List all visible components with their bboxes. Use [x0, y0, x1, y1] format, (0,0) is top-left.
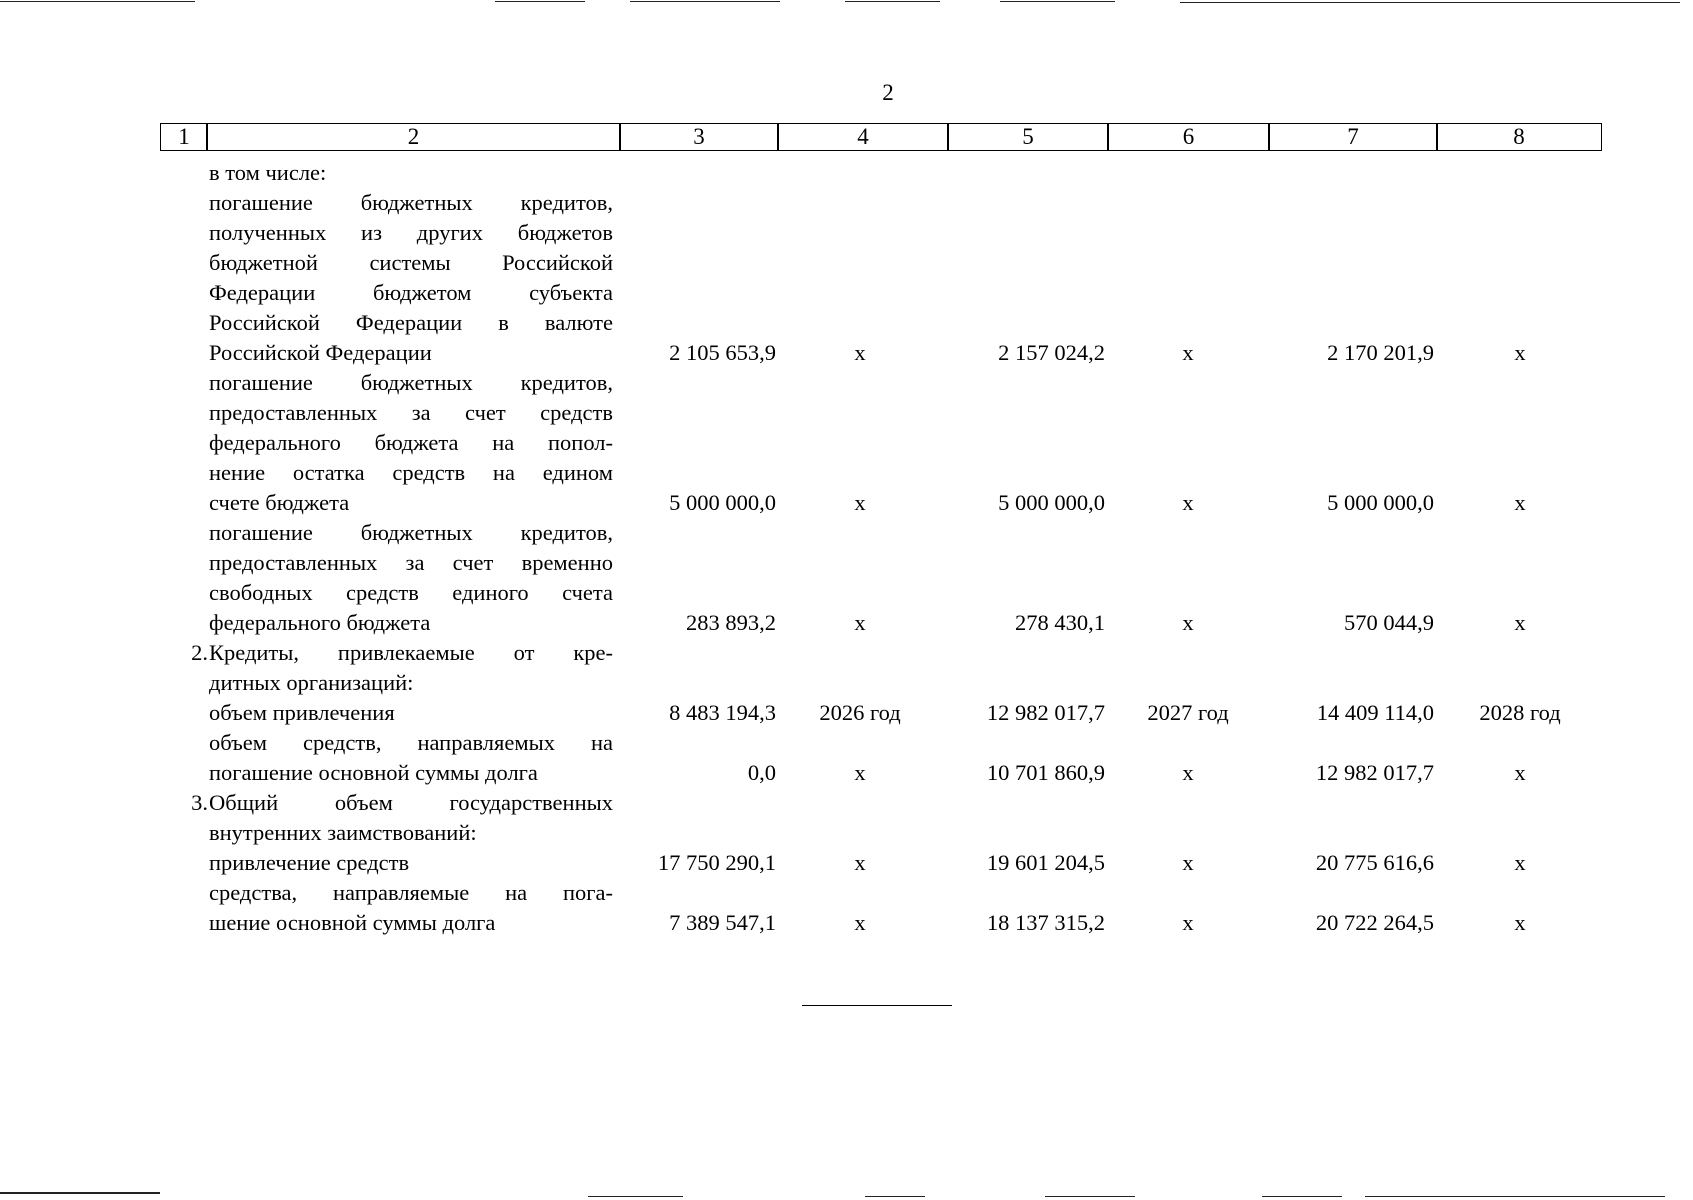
cell-col-4: х [854, 760, 866, 785]
description-line: погашение бюджетных кредитов, [209, 370, 613, 395]
row-description [209, 188, 613, 368]
description-line: шение основной суммы долга [209, 910, 496, 935]
description-line: погашение бюджетных кредитов, [209, 520, 613, 545]
cell-col-6: х [1182, 340, 1194, 365]
cell-col-5: 278 430,1 [1015, 610, 1105, 635]
description-line: объем привлечения [209, 700, 395, 725]
cell-col-8: х [1514, 340, 1526, 365]
description-line: Кредиты, привлекаемые от кре- [209, 640, 613, 665]
cell-col-6: 2027 год [1147, 700, 1229, 725]
cell-col-5: 10 701 860,9 [986, 760, 1105, 785]
cell-col-3: 2 105 653,9 [669, 340, 776, 365]
page-number: 2 [882, 80, 894, 105]
cell-col-8: 2028 год [1479, 700, 1561, 725]
header-cell: 5 [947, 123, 1109, 151]
cell-col-6: х [1182, 910, 1194, 935]
scan-artifact [630, 1, 780, 2]
cell-col-7: 20 775 616,6 [1315, 850, 1434, 875]
description-line: объем средств, направляемых на [209, 730, 613, 755]
row-description [209, 878, 613, 938]
header-cell: 1 [160, 123, 208, 151]
row-description [209, 698, 613, 728]
cell-col-5: 18 137 315,2 [986, 910, 1105, 935]
scan-artifact [1045, 1196, 1135, 1197]
row-description [209, 788, 613, 848]
cell-col-5: 2 157 024,2 [998, 340, 1105, 365]
row-description [209, 158, 613, 188]
description-line: нение остатка средств на едином [209, 460, 613, 485]
cell-col-6: х [1182, 490, 1194, 515]
cell-col-8: х [1514, 490, 1526, 515]
description-line: федерального бюджета на попол- [209, 430, 613, 455]
scan-artifact [1365, 1196, 1665, 1197]
scan-artifact [588, 1196, 683, 1197]
description-line: внутренних заимствований: [209, 820, 477, 845]
description-line: Федерации бюджетом субъекта [209, 280, 613, 305]
row-description [209, 728, 613, 788]
row-number: 3. [191, 790, 208, 815]
description-line: привлечение средств [209, 850, 410, 875]
row-description [209, 638, 613, 698]
description-line: Российской Федерации в валюте [209, 310, 613, 335]
scan-artifact [0, 1192, 160, 1194]
cell-col-6: х [1182, 610, 1194, 635]
scan-artifact [845, 1, 940, 2]
cell-col-7: 5 000 000,0 [1327, 490, 1434, 515]
cell-col-4: х [854, 340, 866, 365]
description-line: федерального бюджета [209, 610, 431, 635]
cell-col-3: 7 389 547,1 [669, 910, 776, 935]
row-description [209, 848, 613, 878]
row-number: 2. [191, 640, 208, 665]
description-line: дитных организаций: [209, 670, 414, 695]
cell-col-7: 2 170 201,9 [1327, 340, 1434, 365]
cell-col-5: 12 982 017,7 [986, 700, 1105, 725]
cell-col-3: 5 000 000,0 [669, 490, 776, 515]
header-cell: 8 [1436, 123, 1602, 151]
cell-col-3: 8 483 194,3 [669, 700, 776, 725]
scan-artifact [1000, 1, 1115, 2]
cell-col-3: 283 893,2 [686, 610, 776, 635]
description-line: погашение основной суммы долга [209, 760, 538, 785]
header-cell: 7 [1268, 123, 1438, 151]
cell-col-6: х [1182, 760, 1194, 785]
scan-artifact [1180, 2, 1680, 3]
cell-col-5: 19 601 204,5 [986, 850, 1105, 875]
cell-col-7: 12 982 017,7 [1315, 760, 1434, 785]
description-line: средства, направляемые на пога- [209, 880, 613, 905]
cell-col-8: х [1514, 610, 1526, 635]
header-cell: 2 [206, 123, 621, 151]
cell-col-4: х [854, 850, 866, 875]
cell-col-8: х [1514, 760, 1526, 785]
description-line: в том числе: [209, 160, 327, 185]
cell-col-4: 2026 год [819, 700, 901, 725]
cell-col-8: х [1514, 910, 1526, 935]
cell-col-4: х [854, 610, 866, 635]
cell-col-7: 570 044,9 [1344, 610, 1434, 635]
end-divider [802, 1005, 952, 1006]
description-line: предоставленных за счет средств [209, 400, 613, 425]
header-cell: 4 [777, 123, 949, 151]
description-line: полученных из других бюджетов [209, 220, 613, 245]
description-line: счете бюджета [209, 490, 350, 515]
description-line: Общий объем государственных [209, 790, 613, 815]
scan-artifact [1262, 1196, 1342, 1197]
cell-col-5: 5 000 000,0 [998, 490, 1105, 515]
scan-artifact [865, 1196, 925, 1197]
cell-col-7: 14 409 114,0 [1316, 700, 1434, 725]
header-cell: 6 [1107, 123, 1270, 151]
cell-col-4: х [854, 910, 866, 935]
description-line: свободных средств единого счета [209, 580, 613, 605]
cell-col-8: х [1514, 850, 1526, 875]
description-line: предоставленных за счет временно [209, 550, 613, 575]
scan-artifact [0, 1, 195, 2]
row-description [209, 368, 613, 518]
header-cell: 3 [619, 123, 779, 151]
cell-col-3: 17 750 290,1 [657, 850, 776, 875]
description-line: бюджетной системы Российской [209, 250, 613, 275]
cell-col-6: х [1182, 850, 1194, 875]
description-line: Российской Федерации [209, 340, 432, 365]
description-line: погашение бюджетных кредитов, [209, 190, 613, 215]
cell-col-4: х [854, 490, 866, 515]
scan-artifact [495, 1, 585, 2]
row-description [209, 518, 613, 638]
cell-col-3: 0,0 [747, 760, 776, 785]
cell-col-7: 20 722 264,5 [1315, 910, 1434, 935]
